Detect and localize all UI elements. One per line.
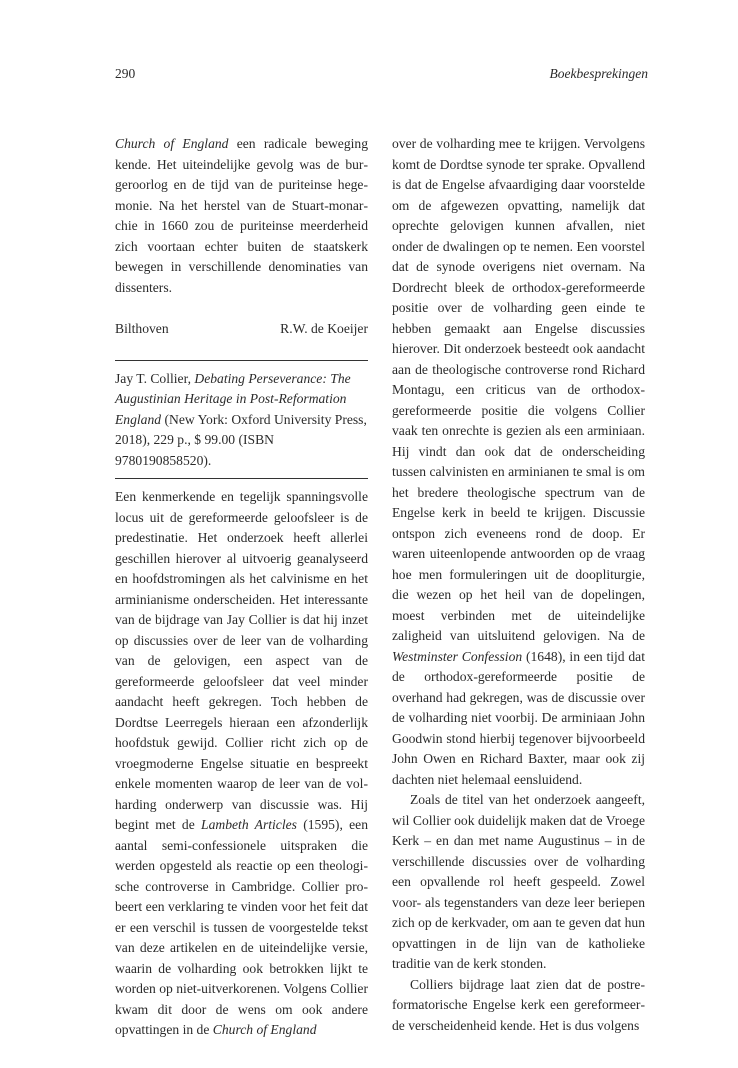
book-author: Jay T. Collier,: [115, 370, 195, 386]
signature-place: Bilthoven: [115, 321, 169, 336]
book-title: Debating Perseverance: The Augustinian Heritage in Post-Reformation England: [115, 370, 351, 427]
bibliography-entry: [115, 369, 368, 472]
previous-review-text: een radicale beweging kende. Het uiteindelijke gevolg was de burgeroorlog en de tijd van de puriteinse hegemonie. Na het herstel van de Stuart-monarchie in 1660 zou de puriteinse meerderheid zich voortaan echter buiten de staatskerk bewegen in verschillende denominaties van dissenters.: [115, 136, 369, 295]
book-details: (New York: Oxford University Press, 2018), 229 p., $ 99.00 (ISBN 9780190858520).: [115, 411, 367, 468]
review-body-left: [115, 487, 368, 1041]
signature-author: R.W. de Koeijer: [280, 321, 368, 336]
italic-westminster-confession: Westminster Confession: [392, 648, 523, 664]
italic-church-of-england: Church of England: [115, 136, 229, 151]
right-column: [392, 134, 645, 1036]
review-text: Een kenmerkende en tegelijk spanningsvolle locus uit de gereformeerde geloofsleer is de predestinatie. Het onderzoek heeft allerlei geschillen hierover al uitvoerig geanalyseerd en hoofdstromingen als het calvinisme en het arminianisme onderscheiden. Het interessante van de bijdrage van Jay Collier is dat hij inzet op discussies over de leer van de volharding van de gelovigen, een aspect van de gereformeerde geloofsleer dat veel minder aandacht heeft gekregen. Toch hebben de Dordtse Leerregels hieraan een afzonderlijk hoofdstuk gewijd. Collier richt zich op de vroegmoderne Engelse situatie en bespreekt enkele momenten waarop de leer van de volharding onderwerp van discussie was. Hij begint met de: [115, 489, 368, 832]
reviewer-signature: [115, 319, 368, 340]
bibliography-bottom-rule: [115, 478, 368, 479]
review-text: over de volharding mee te krijgen. Vervolgens komt de Dordtse synode ter sprake. Opvallend is dat de Engelse afvaardiging daar voorstelde om de afgewezen opvatting, namelijk dat oprechte gelovigen kunnen afvallen, niet onder de dwalingen op te nemen. Een voorstel dat de synode overigens niet overnam. Na Dordrecht bleek de orthodox-gereformeerde positie over de volharding geen einde te hebben gemaakt aan Engelse discussies hierover. Dit onderzoek besteedt ook aandacht aan de theologische controverse rond Richard Montagu, een criticus van de orthodox-gereformeerde positie die volgens Collier vaak ten onrechte is gezien als een arminiaan. Hij vindt dan ook dat de onderscheiding tussen calvinisten en arminianen te smal is om het bredere theologische spectrum van de Engelse kerk in beeld te krijgen. Discussie ontspon zich eveneens rond de doop. Er waren uiteenlopende antwoorden op de vraag hoe men formuleringen uit de doopliturgie, die wezen op het heil van de dopelingen, moest verbinden met de uiteindelijke zaligheid van uitsluitend gelovigen. Na de: [392, 136, 645, 643]
italic-lambeth-articles: Lambeth Articles: [201, 817, 297, 832]
bibliography-top-rule: [115, 360, 368, 361]
review-text: (1595), een aantal semi-confessionele uitspraken die werden opgesteld als reactie op een theologische controverse in Cambridge. Collier probeert een verklaring te vinden voor het feit dat er een verschil is tussen de voorgestelde tekst van deze artikelen en de uiteindelijke versie, waarin de volharding ook betrokken lijkt te worden op niet-uitverkorenen. Volgens Collier kwam dit door de wens om ook andere opvattingen in de: [115, 817, 368, 1037]
review-paragraph: [115, 487, 368, 1041]
review-text: (1648), in een tijd dat de orthodox-gereformeerde positie de overhand had gekregen, was de discussie over de volharding niet voorbij. De arminiaan John Goodwin stond hierbij tegenover bijvoorbeeld John Owen en Richard Baxter, maar ook zij dachten niet helemaal eensluidend.: [392, 648, 645, 787]
left-column: [115, 134, 368, 1041]
review-paragraph: Colliers bijdrage laat zien dat de postreformatorische Engelse kerk een gereformeerde verscheidenheid kende. Het is dus volgens: [392, 976, 645, 1033]
page-number: 290: [115, 66, 136, 81]
running-head: Boekbesprekingen: [549, 66, 648, 81]
review-paragraph: [392, 134, 645, 790]
review-paragraph: Zoals de titel van het onderzoek aangeeft, wil Collier ook duidelijk maken dat de Vroege Kerk – en dan met name Augustinus – in de verschillende discussies over de volharding een opvallende rol heeft gespeeld. Zowel voor- als tegenstanders van deze leer beriepen zich op de kerkvader, om aan te geven dat hun opvattingen in de lijn van de katholieke traditie van de kerk stonden.: [392, 792, 645, 971]
previous-review-ending: [115, 134, 368, 298]
italic-church-of-england: Church of England: [212, 1022, 317, 1037]
